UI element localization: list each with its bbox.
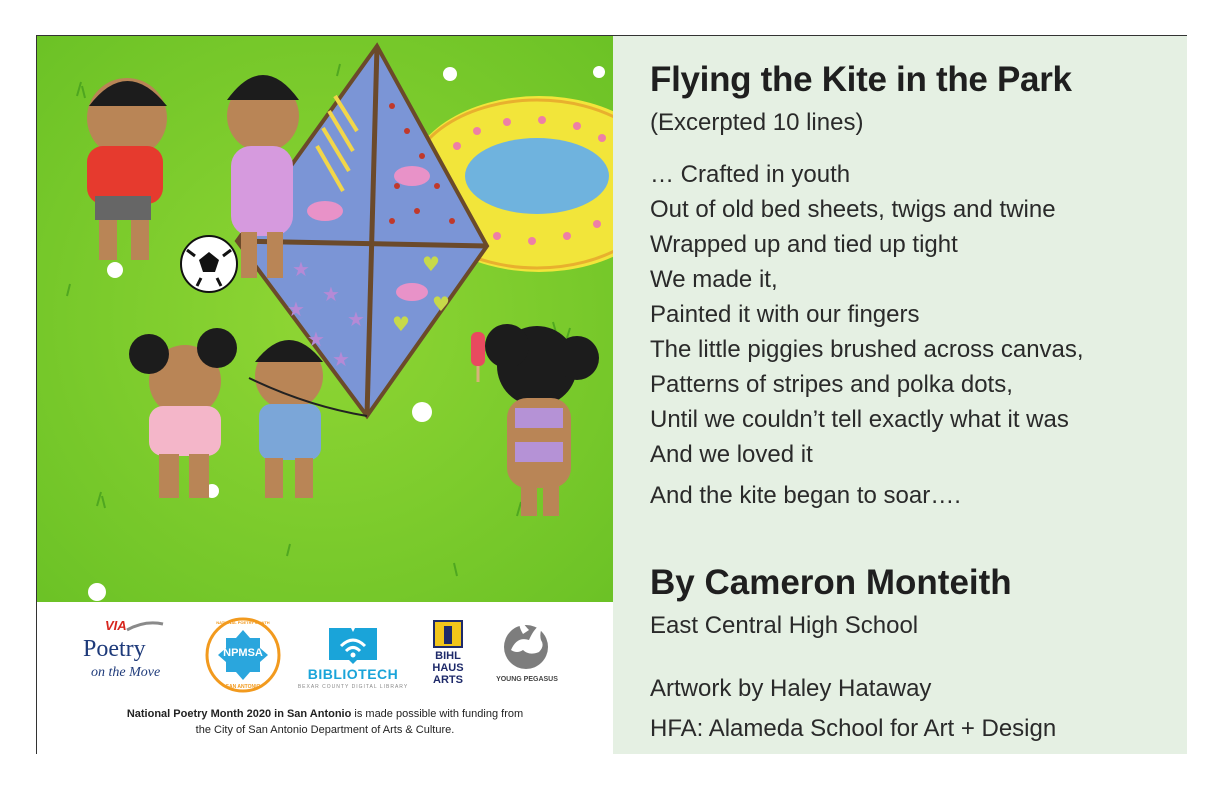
sponsor-logos: [37, 602, 613, 754]
bibliotech-name: BIBLIOTECH: [307, 666, 399, 682]
young-pegasus-logo: [489, 620, 565, 696]
funding-bold: National Poetry Month 2020 in San Antonio: [126, 708, 352, 720]
young-pegasus-name: YOUNG PEGASUS: [496, 676, 558, 683]
kite-illustration: [37, 36, 613, 602]
soccer-ball-icon: [181, 236, 237, 292]
kite-artwork: [37, 36, 613, 602]
poetry-on-the-move-logo: [77, 618, 187, 690]
poetry-text: Poetry: [83, 636, 146, 662]
svg-text:★: ★: [332, 347, 350, 371]
bibliotech-sub: BEXAR COUNTY DIGITAL LIBRARY: [297, 684, 409, 690]
bihl-line2: HAUS: [432, 662, 464, 674]
svg-text:♥: ♥: [422, 252, 440, 276]
bihl-haus-house-icon: [433, 620, 463, 648]
via-mark: VIA: [105, 618, 127, 633]
poem-line: The little piggies brushed across canvas,: [650, 336, 1084, 363]
poem-line: Painted it with our fingers: [650, 301, 920, 328]
funding-rest: is made possible with funding from: [351, 708, 524, 720]
poem-line: We made it,: [650, 266, 778, 293]
poster-card: [36, 35, 1187, 754]
bihl-line1: BIHL: [435, 650, 461, 662]
poem-author: By Cameron Monteith: [650, 563, 1012, 602]
svg-text:♥: ♥: [432, 292, 450, 316]
poem-line: And the kite began to soar….: [650, 482, 961, 509]
npmsa-ring-top: NATIONAL POETRY MONTH: [216, 620, 270, 625]
wifi-book-icon: [327, 622, 379, 664]
poem-line: And we loved it: [650, 441, 813, 468]
svg-text:♥: ♥: [392, 312, 410, 336]
svg-text:★: ★: [347, 307, 365, 331]
poem-lines: [650, 157, 1084, 513]
svg-text:★: ★: [307, 327, 325, 351]
poem-line: Out of old bed sheets, twigs and twine: [650, 196, 1056, 223]
art-school-credit: HFA: Alameda School for Art + Design: [650, 715, 1057, 742]
poem-panel: [613, 36, 1187, 754]
pegasus-icon: [501, 620, 551, 670]
bihl-haus-arts-logo: [431, 620, 465, 690]
npmsa-logo: [204, 616, 282, 694]
bihl-line3: ARTS: [433, 674, 463, 686]
funding-line2: the City of San Antonio Department of Arts & Culture.: [195, 724, 455, 736]
swoosh-icon: [125, 620, 165, 634]
svg-text:★: ★: [287, 297, 305, 321]
funding-statement: [57, 706, 593, 738]
poem-line: Until we couldn’t tell exactly what it was: [650, 406, 1069, 433]
poem-line: Patterns of stripes and polka dots,: [650, 371, 1013, 398]
on-the-move-text: on the Move: [91, 665, 161, 680]
poem-line: … Crafted in youth: [650, 161, 851, 188]
npmsa-abbr: NPMSA: [223, 647, 263, 659]
artwork-credit: Artwork by Haley Hataway: [650, 675, 932, 702]
bibliotech-logo: [295, 622, 411, 694]
author-school: East Central High School: [650, 612, 919, 639]
svg-text:★: ★: [292, 257, 310, 281]
svg-text:★: ★: [322, 282, 340, 306]
poem-subtitle: (Excerpted 10 lines): [650, 109, 864, 136]
poem-line: Wrapped up and tied up tight: [650, 231, 958, 258]
poem-title: Flying the Kite in the Park: [650, 60, 1072, 99]
npmsa-ring-bottom: SAN ANTONIO: [225, 684, 261, 690]
